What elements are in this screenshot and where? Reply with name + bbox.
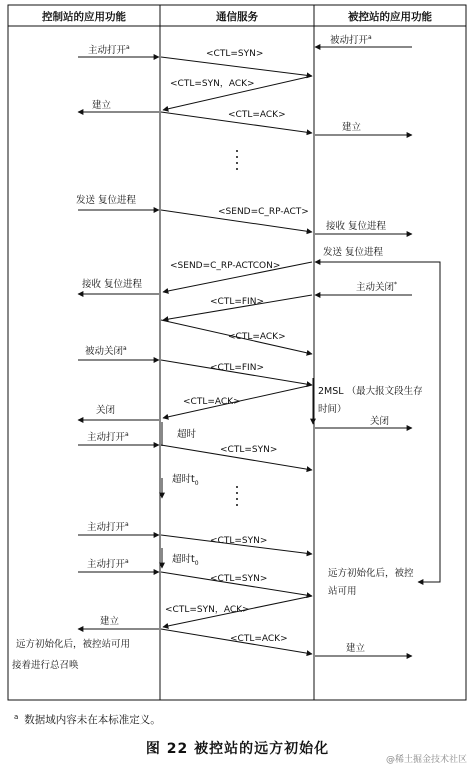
label-closed-right: 关闭 [370, 416, 390, 427]
msg-syn-2: <CTL=SYN> [220, 445, 278, 455]
label-remote-init-right-2: 站可用 [328, 586, 357, 597]
label-closed: 关闭 [96, 405, 116, 416]
label-remote-init-right-1: 远方初始化后，被控 [328, 568, 414, 579]
figure-caption: 图 22 被控站的远方初始化 [145, 741, 330, 757]
header-service: 通信服务 [216, 11, 258, 23]
msg-synack-1: <CTL=SYN，ACK> [170, 79, 255, 89]
label-recv-reset: 接收 复位进程 [82, 279, 143, 290]
msg-fin-1: <CTL=FIN> [210, 297, 264, 307]
header-controlled: 被控站的应用功能 [348, 11, 432, 23]
ellipsis-dots-2 [236, 486, 238, 506]
label-active-open-2: 主动打开$^a$ [87, 431, 129, 443]
msg-syn-4: <CTL=SYN> [210, 574, 268, 584]
label-active-open-1: 主动打开$^a$ [88, 44, 130, 56]
label-remote-init-left-1: 远方初始化后，被控站可用 [16, 639, 131, 650]
label-established-1: 建立 [92, 100, 112, 111]
label-active-open-4: 主动打开$^a$ [87, 558, 129, 570]
label-established-2: 建立 [100, 616, 120, 627]
msg-ack-1: <CTL=ACK> [228, 110, 286, 120]
msg-ack-2: <CTL=ACK> [228, 332, 286, 342]
label-send-reset-right: 发送 复位进程 [323, 247, 384, 258]
label-timeout-3: 超时$t_0$ [172, 554, 199, 567]
label-established-right: 建立 [342, 122, 362, 133]
watermark: @稀土掘金技术社区 [385, 755, 467, 765]
footnote-text: 数据域内容未在本标准定义。 [24, 714, 161, 726]
label-msl-2: 时间） [318, 404, 347, 415]
msg-send-rp-actcon: <SEND=C_RP-ACTCON> [170, 261, 281, 271]
arrow-syn-1 [161, 57, 312, 76]
label-passive-close: 被动关闭$^a$ [85, 345, 127, 357]
msg-ack-4: <CTL=ACK> [230, 634, 288, 644]
label-timeout-2: 超时$t_0$ [172, 474, 199, 487]
label-recv-reset-right: 接收 复位进程 [326, 221, 387, 232]
header-controlling: 控制站的应用功能 [42, 11, 126, 23]
msg-synack-2: <CTL=SYN，ACK> [165, 605, 250, 615]
ellipsis-dots-1 [236, 150, 238, 170]
footnote [14, 712, 161, 727]
label-active-close: 主动关闭* [356, 281, 398, 293]
msg-send-rp-act: <SEND=C_RP-ACT> [218, 207, 309, 217]
label-passive-open: 被动打开$^a$ [330, 34, 372, 46]
label-msl-1: 2MSL （最大报文段生存 [318, 386, 423, 397]
label-established-2-right: 建立 [346, 643, 366, 654]
label-send-reset: 发送 复位进程 [76, 195, 137, 206]
msg-fin-2: <CTL=FIN> [210, 363, 264, 373]
msg-syn-3: <CTL=SYN> [210, 536, 268, 546]
msg-ack-3: <CTL=ACK> [183, 397, 241, 407]
label-timeout-1: 超时 [177, 429, 197, 440]
label-active-open-3: 主动打开$^a$ [87, 521, 129, 533]
footnote-mark: a [14, 712, 19, 721]
msg-syn-1: <CTL=SYN> [206, 49, 264, 59]
label-remote-init-left-2: 接着进行总召唤 [12, 660, 79, 671]
